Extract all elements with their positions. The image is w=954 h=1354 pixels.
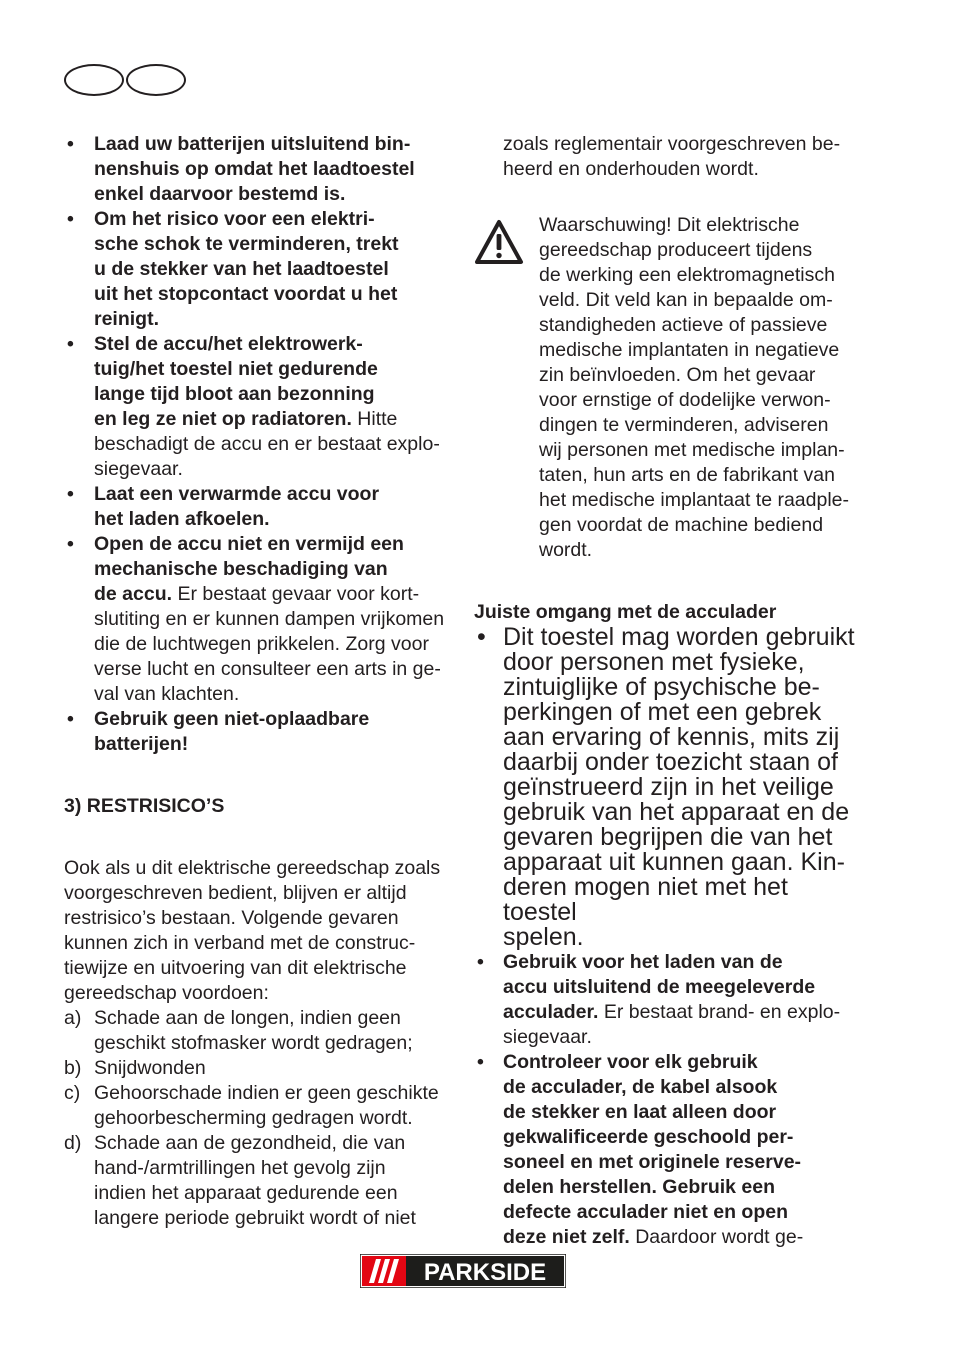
bullet-bold-text: Laat een verwarmde accu voor het laden afkoelen. — [94, 483, 380, 530]
list-item — [474, 625, 864, 950]
bullet-normal-text: Daardoor wordt ge- — [629, 1226, 804, 1248]
list-item — [64, 532, 450, 707]
section-heading-restrisicos: 3) RESTRISICO’S — [64, 795, 225, 817]
list-item — [64, 707, 450, 757]
warning-block — [474, 213, 864, 563]
acculader-big-bullet-list — [474, 625, 864, 950]
list-item — [64, 132, 450, 207]
continuation-text: zoals reglementair voorgeschreven be- heerd en onderhouden wordt. — [503, 133, 841, 180]
bullet-bold-text: Gebruik geen niet-oplaadbare batterijen! — [94, 708, 370, 755]
parkside-logo — [360, 1254, 566, 1288]
acculader-bullet-list — [474, 950, 864, 1250]
list-item — [64, 332, 450, 482]
language-oval-right — [126, 64, 186, 96]
list-item — [474, 950, 864, 1050]
bullet-normal-text: Hitte beschadigt de accu en er bestaat explo- siegevaar. — [94, 408, 440, 480]
restrisico-intro: Ook als u dit elektrische gereedschap zoals voorgeschreven bedient, blijven er altijd restrisico’s bestaan. Volgende gevaren kunnen zich in verband met de construc- tiewijze en uitvoering van dit elektrische gereedschap voordoen: — [64, 857, 441, 1004]
list-item — [474, 1050, 864, 1250]
warning-text: Waarschuwing! Dit elektrische gereedschap produceert tijdens de werking een elektromagnetisch veld. Dit veld kan in bepaalde om- standigheden actieve of passieve medische implantaten in negatieve zin beïnvloeden. Om het gevaar voor ernstige of dodelijke verwon- dingen te verminderen, adviseren wij personen met medische implan- taten, hun arts en de fabrikant van het medische implantaat te raadple- gen voordat de machine bediend wordt. — [539, 214, 850, 561]
bullet-bold-text: Laad uw batterijen uitsluitend bin- nenshuis op omdat het laadtoestel enkel daarvoor bestemd is. — [94, 133, 415, 205]
list-item — [64, 1081, 450, 1131]
right-column — [474, 132, 864, 1250]
list-item-text: Gehoorschade indien er geen geschikte gehoorbescherming gedragen wordt. — [94, 1082, 439, 1129]
big-bullet-text: Dit toestel mag worden gebruikt door personen met fysieke, zintuiglijke of psychische be- perkingen of met een gebrek aan ervaring of kennis, mits zij daarbij onder toezicht staan of geïnstrueerd zijn in het veilige gebruik van het apparaat en de gevaren begrijpen die van het apparaat uit kunnen gaan. Kin- deren mogen niet met het toestel spelen. — [503, 623, 855, 951]
bullet-bold-text: Open de accu niet en vermijd een mechanische beschadiging van de accu. — [94, 533, 404, 605]
list-item — [64, 207, 450, 332]
list-item — [64, 1056, 450, 1081]
list-item-text: Snijdwonden — [94, 1057, 206, 1079]
bullet-normal-text: Er bestaat gevaar voor kort- slutiting en er kunnen dampen vrijkomen die de luchtwegen prikkelen. Zorg voor verse lucht en consulteer een arts in ge- val van klachten. — [94, 583, 445, 705]
bullet-bold-text: Gebruik voor het laden van de accu uitsluitend de meegeleverde acculader. — [503, 951, 816, 1023]
list-item — [64, 1131, 450, 1231]
list-item — [64, 482, 450, 532]
safety-bullet-list — [64, 132, 450, 757]
list-item-text: Schade aan de gezondheid, die van hand-/armtrillingen het gevolg zijn indien het apparaat gedurende een langere periode gebruikt wordt of niet — [94, 1132, 416, 1229]
language-oval-left — [64, 64, 124, 96]
list-item-text: Schade aan de longen, indien geen geschikt stofmasker wordt gedragen; — [94, 1007, 413, 1054]
language-indicator — [64, 64, 190, 100]
list-marker: c) — [64, 1082, 81, 1104]
risk-list — [64, 1006, 450, 1231]
warning-triangle-icon — [474, 219, 524, 265]
bullet-bold-text: Controleer voor elk gebruik de acculader, de kabel alsook de stekker en laat alleen door gekwalificeerde geschoold per- soneel en met originele reserve- delen herstellen. Gebruik een defecte acculader niet en open deze niet zelf. — [503, 1051, 802, 1248]
list-item — [64, 1006, 450, 1056]
left-column — [64, 132, 450, 1231]
list-marker: a) — [64, 1007, 82, 1029]
bullet-normal-text: Er bestaat brand- en explo- siegevaar. — [503, 1001, 841, 1048]
section-heading-acculader: Juiste omgang met de acculader — [474, 601, 777, 623]
logo-text: PARKSIDE — [423, 1259, 547, 1286]
bullet-bold-text: Stel de accu/het elektrowerk- tuig/het toestel niet gedurende lange tijd bloot aan bezonning en leg ze niet op radiatoren. — [94, 333, 378, 430]
list-marker: d) — [64, 1132, 82, 1154]
bullet-bold-text: Om het risico voor een elektri- sche schok te verminderen, trekt u de stekker van het laadtoestel uit het stopcontact voordat u het reinigt. — [94, 208, 399, 330]
list-marker: b) — [64, 1057, 82, 1079]
